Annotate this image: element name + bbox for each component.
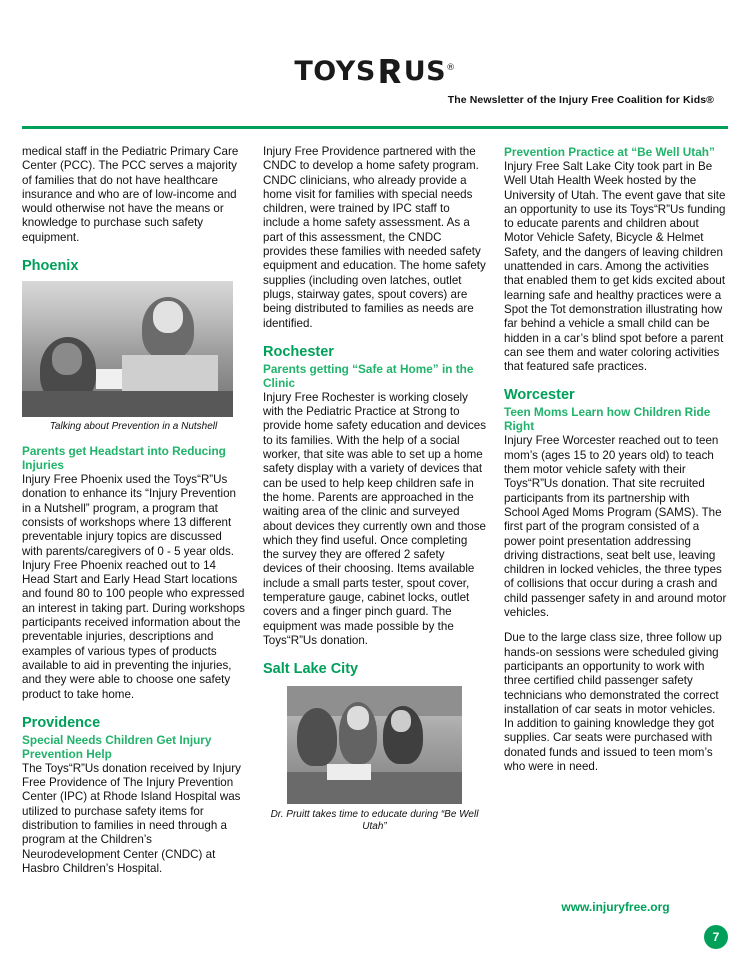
caption-phoenix: Talking about Prevention in a Nutshell (49, 421, 218, 433)
subheading-phoenix: Parents get Headstart into Reducing Injuries (22, 444, 226, 473)
page-number-badge: 7 (704, 925, 728, 949)
body-providence-continued: Injury Free Providence partnered with the CNDC to develop a home safety program. CNDC clinicians, who already provide a home visit for families with special needs children, were trained by IPC staff to include a home safety assessment. As a part of this assessment, the CNDC provides these families with needed safety equipment and education. The home safety supplies (including oven latches, outlet plugs, stairway gates, spout covers) are being distributed to families as needs are identified. (263, 145, 486, 330)
heading-worcester: Worcester (504, 387, 575, 404)
body-worcester-2: Due to the large class size, three follow up hands-on sessions were scheduled giving participants an opportunity to work with three certified child passenger safety technicians who demonstrated the correct installation of car seats in motor vehicles. In addition to gaining knowledge they got supplies. Car seats were purchased with donated funds and issued to teen mom’s who were in need. (504, 631, 722, 773)
body-worcester-1: Injury Free Worcester reached out to teen mom’s (ages 15 to 20 years old) to teach them motor vehicle safety with their Toys“R”Us donation. That site recruited participants from its partnership with School Aged Moms Program (SAMS). The first part of the program consisted of a power point presentation addressing driving distractions, seat belt use, leaving children in locked vehicles, the three types of collisions that occur during a crash and child passenger safety in and around motor vehicles. (504, 434, 727, 620)
body-slc: Injury Free Salt Lake City took part in Be Well Utah Health Week hosted by the University of Utah. The event gave that site an opportunity to use its Toys“R”Us funding to educate parents and children about Motor Vehicle Safety, Bicycle & Helmet Safety, and the dangers of leaving children unattended in cars. Among the activities that enabled them to get kids excited about learning safe and healthy practices were a Spot the Tot demonstration illustrating how far behind a vehicle a small child can be hidden in a car’s blind spot before a parent can see them and water coloring activities that featured safe practices. (504, 160, 726, 374)
logo-registered-mark: ® (446, 63, 456, 73)
subheading-worcester: Teen Moms Learn how Children Ride Right (504, 405, 711, 434)
body-phoenix: Injury Free Phoenix used the Toys“R”Us donation to enhance its “Injury Prevention in a Nutshell” program, a program that consists of workshops where 13 different preventable injury topics are discussed with parents/caregivers of 0 - 5 year olds. Injury Free Phoenix reached out to 14 Head Start and Early Head Start locations and found 80 to 100 people who expressed an interest in taking part. During workshops participants received information about the preventable injuries, descriptions and examples of various types of products available to aid in preventing the injuries, and they were able to choose one safety product to take home. (22, 473, 245, 701)
subheading-slc: Prevention Practice at “Be Well Utah” (504, 145, 715, 159)
footer-website-link[interactable]: www.injuryfree.org (561, 900, 670, 914)
header-divider (22, 126, 728, 129)
subheading-rochester: Parents getting “Safe at Home” in the Clinic (263, 361, 474, 390)
heading-providence: Providence (22, 714, 101, 731)
intro-paragraph: medical staff in the Pediatric Primary Care Center (PCC). The PCC serves a majority of families that do not have healthcare insurance and who are of low-income and would otherwise not have the means or knowledge to purchase such safety equipment. (22, 145, 239, 244)
column-middle (263, 145, 486, 876)
heading-phoenix: Phoenix (22, 258, 79, 275)
body-rochester: Injury Free Rochester is working closely with the Pediatric Practice at Strong to provide home safety education and devices to its families. With the help of a social worker, that site was able to set up a home safety display with a variety of devices that can be used to help keep children safe in the home. Parents are approached in the waiting area of the clinic and surveyed about devices they currently own and those which they find useful. Once completing the survey they are offered 2 safety devices of their choosing. Items available include a small parts tester, spout cover, temperature gauge, cabinet locks, outlet covers and a finger pinch guard. The equipment was made possible by the Toys“R”Us donation. (263, 390, 486, 647)
toysrus-logo (0, 52, 750, 91)
article-columns (22, 145, 728, 876)
newsletter-tagline: The Newsletter of the Injury Free Coalition for Kids® (447, 94, 714, 106)
heading-rochester: Rochester (263, 343, 334, 360)
photo-slc-scene (287, 686, 462, 804)
column-left (22, 145, 245, 876)
photo-phoenix-scene (22, 281, 233, 417)
logo-toys: TOYS (294, 56, 376, 87)
logo-us: US (403, 56, 447, 87)
toysrus-logo-text (294, 52, 456, 91)
body-providence: The Toys“R”Us donation received by Injury Free Providence of The Injury Prevention Center (IPC) at Rhode Island Hospital was utilized to purchase safety items for distribution to families in need through a program at the Children’s Neurodevelopment Center (CNDC) at Hasbro Children’s Hospital. (22, 761, 241, 875)
photo-phoenix (22, 281, 233, 417)
caption-salt-lake-city: Dr. Pruitt takes time to educate during “Be Well Utah” (270, 809, 479, 833)
subheading-providence: Special Needs Children Get Injury Prevention Help (22, 732, 212, 761)
logo-reversed-r: Я (376, 52, 403, 91)
masthead (0, 0, 750, 130)
heading-salt-lake-city: Salt Lake City (263, 661, 359, 678)
photo-salt-lake-city (287, 686, 462, 804)
column-right (504, 145, 727, 876)
